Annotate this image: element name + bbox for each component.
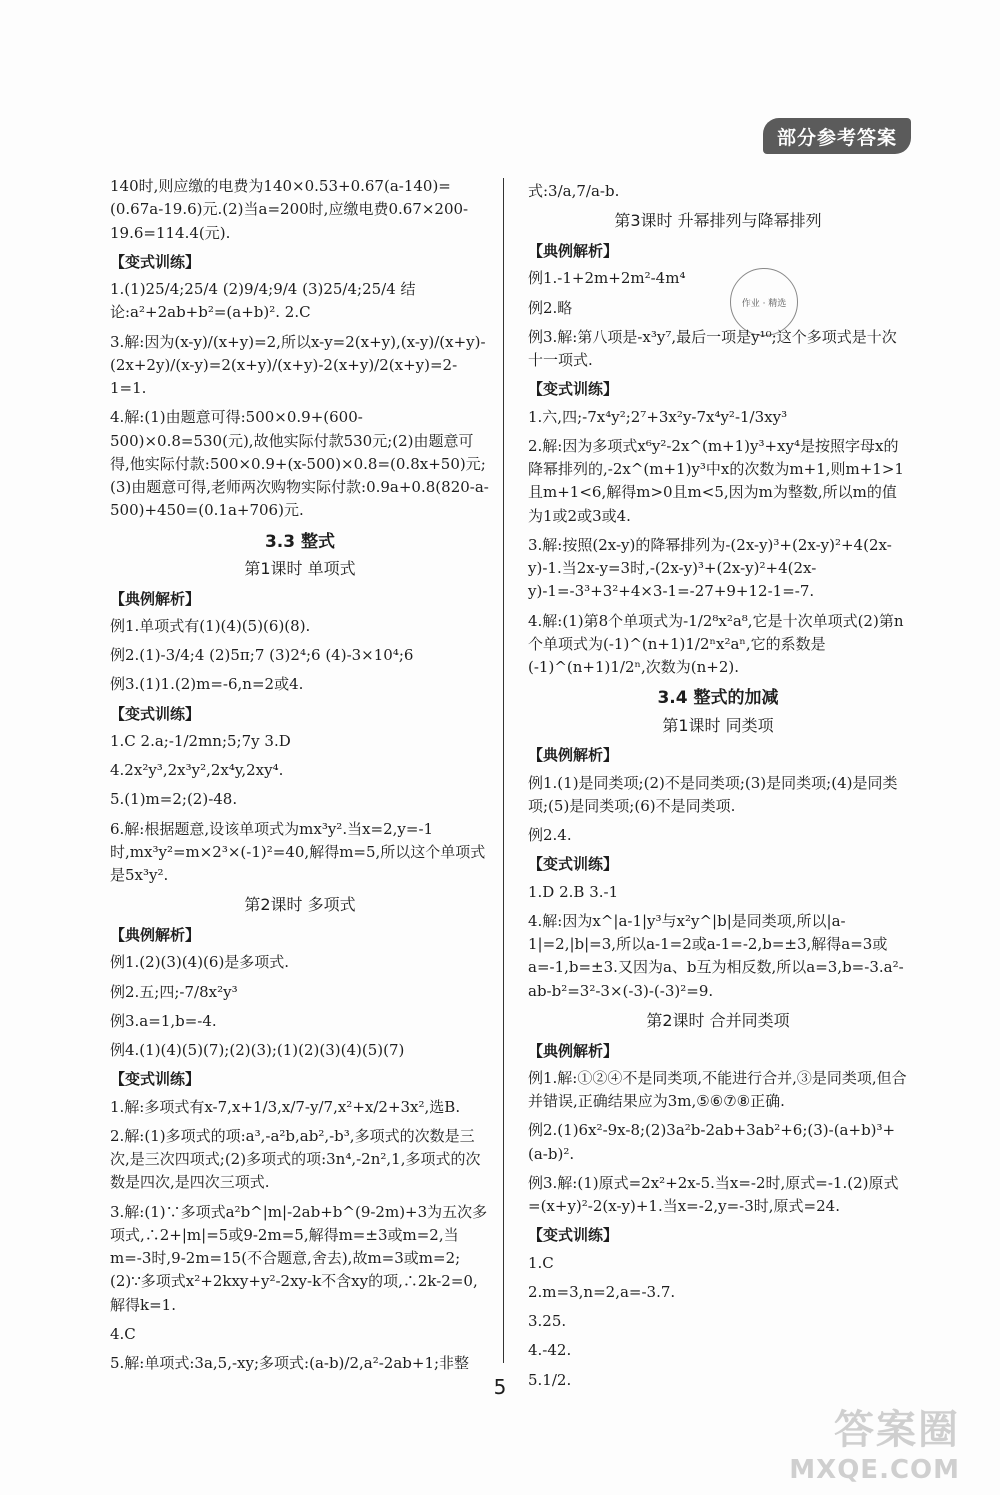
section-tag: 【典例解析】 [528, 1041, 619, 1060]
lesson-title: 第1课时 单项式 [244, 558, 356, 578]
lesson-title: 第2课时 多项式 [244, 895, 356, 915]
answer-item: 4.2x²y³,2x³y²,2x⁴y,2xy⁴. [110, 761, 284, 780]
answer-item: 例2.(1)6x²-9x-8;(2)3a²b-2ab+3ab²+6;(3)-(a+b)³+(a-b)². [528, 1121, 896, 1163]
lesson-title: 第2课时 合并同类项 [646, 1010, 790, 1030]
answer-item: 3.解:(1)∵多项式a²b^|m|-2ab+b^(9-2m)+3为五次多项式,∴2+|m|=5或9-2m=5,解得m=±3或m=2,当m=-3时,9-2m=15(不合题意,舍去),故m=3或m=2;(2)∵多项式x²+2kxy+y²-2xy-k不含xy的项,∴2k-2=0,解得k=1. [110, 1202, 488, 1314]
section-tag: 【典例解析】 [528, 242, 619, 261]
answer-item: 例3.解:(1)原式=2x²+2x-5.当x=-2时,原式=-1.(2)原式=(x+y)²-2(x-y)+1.当x=-2,y=-3时,原式=24. [528, 1173, 899, 1216]
answer-item: 6.解:根据题意,设该单项式为mx³y².当x=2,y=-1时,mx³y²=m×2³×(-1)²=40,解得m=5,所以这个单项式是5x³y². [110, 819, 486, 885]
answer-item: 5.(1)m=2;(2)-48. [110, 790, 238, 809]
section-tag: 【典例解析】 [528, 746, 619, 765]
answer-item: 1.C [528, 1253, 554, 1272]
section-tag: 【典例解析】 [110, 589, 201, 608]
answer-item: 4.解:因为x^|a-1|y³与x²y^|b|是同类项,所以|a-1|=2,|b|=3,所以a-1=2或a-1=-2,b=±3,解得a=3或a=-1,b=±3.又因为a、b互为相反数,所以a=3,b=-3.a²-ab-b²=3²-3×(-3)-(-3)²=9. [528, 911, 904, 1000]
paragraph: 式:3/a,7/a-b. [528, 182, 620, 200]
watermark-logo-text: 答案圈 [834, 1407, 960, 1453]
section-title: 3.3 整式 [264, 531, 336, 552]
answer-item: 2.解:(1)多项式的项:a³,-a²b,ab²,-b³,多项式的次数是三次,是三次四项式;(2)多项式的项:3n⁴,-2n²,1,多项式的次数是四次,是四次三项式. [110, 1126, 481, 1192]
stamp-seal: 作业 · 精选 [730, 268, 798, 336]
answer-item: 1.C 2.a;-1/2mn;5;7y 3.D [110, 731, 291, 750]
answer-item: 例1.单项式有(1)(4)(5)(6)(8). [110, 616, 311, 635]
section-tag: 【变式训练】 [528, 380, 619, 399]
answer-item: 例1.解:①②④不是同类项,不能进行合并,③是同类项,但合并错误,正确结果应为3m,⑤⑥⑦⑧正确. [528, 1068, 907, 1111]
left-column [110, 175, 490, 1381]
answer-item: 4.C [110, 1324, 136, 1343]
lesson-title: 第3课时 升幂排列与降幂排列 [614, 211, 822, 231]
answer-item: 4.解:(1)由题意可得:500×0.9+(600-500)×0.8=530(元),故他实际付款530元;(2)由题意可得,他实际付款:500×0.9+(x-500)×0.8=(0.8x+50)元;(3)由题意可得,老师两次购物实际付款:0.9a+0.8(820-a-500)+450=(0.1a+706)元. [110, 408, 489, 520]
answer-item: 例2.略 [528, 298, 573, 317]
answer-item: 1.解:多项式有x-7,x+1/3,x/7-y/7,x²+x/2+3x²,选B. [110, 1097, 461, 1116]
answer-item: 例2.五;四;-7/8x²y³ [110, 982, 238, 1001]
section-tag: 【变式训练】 [528, 1226, 619, 1245]
answer-item: 3.解:按照(2x-y)的降幂排列为-(2x-y)³+(2x-y)²+4(2x-y)-1.当2x-y=3时,-(2x-y)³+(2x-y)²+4(2x-y)-1=-3³+3²+4×3-1=-27+9+12-1=-7. [528, 535, 892, 601]
section-tag: 【变式训练】 [110, 704, 201, 723]
lesson-title: 第1课时 同类项 [662, 715, 774, 735]
answer-item: 5.1/2. [528, 1370, 572, 1389]
answer-item: 例1.(2)(3)(4)(6)是多项式. [110, 953, 290, 972]
answer-item: 4.-42. [528, 1341, 572, 1360]
page-number: 5 [493, 1375, 507, 1399]
watermark [789, 1398, 960, 1485]
answer-item: 2.解:因为多项式x⁶y²-2x^(m+1)y³+xy⁴是按照字母x的降幂排列的,-2x^(m+1)y³中x的次数为m+1,则m+1>1且m+1<6,解得m>0且m<5,因为m为整数,所以m的值为1或2或3或4. [528, 436, 904, 525]
answer-item: 例3.a=1,b=-4. [110, 1011, 217, 1030]
answer-item: 例2.4. [528, 826, 572, 845]
answer-item: 1.D 2.B 3.-1 [528, 882, 619, 901]
answer-item: 例3.解:第八项是-x³y⁷,最后一项是y¹⁰;这个多项式是十次十一项式. [528, 327, 897, 370]
section-tag: 【变式训练】 [528, 855, 619, 874]
answer-item: 例1.-1+2m+2m²-4m⁴ [528, 269, 686, 288]
answer-item: 例4.(1)(4)(5)(7);(2)(3);(1)(2)(3)(4)(5)(7) [110, 1041, 405, 1060]
answer-item: 3.25. [528, 1312, 567, 1331]
answer-item: 例2.(1)-3/4;4 (2)5π;7 (3)2⁴;6 (4)-3×10⁴;6 [110, 646, 414, 665]
right-column [528, 180, 908, 1398]
answer-item: 5.解:单项式:3a,5,-xy;多项式:(a-b)/2,a²-2ab+1;非整 [110, 1354, 470, 1373]
paragraph: 140时,则应缴的电费为140×0.53+0.67(a-140)=(0.67a-19.6)元.(2)当a=200时,应缴电费0.67×200-19.6=114.4(元). [110, 177, 469, 242]
answer-item: 1.(1)25/4;25/4 (2)9/4;9/4 (3)25/4;25/4 结论:a²+2ab+b²=(a+b)². 2.C [110, 280, 416, 322]
answer-item: 3.解:因为(x-y)/(x+y)=2,所以x-y=2(x+y),(x-y)/(x+y)-(2x+2y)/(x-y)=2(x+y)/(x+y)-2(x+y)/2(x+y)=2-1=1. [110, 332, 486, 397]
section-title: 3.4 整式的加减 [657, 688, 779, 709]
column-divider [503, 178, 504, 1363]
answer-item: 2.m=3,n=2,a=-3.7. [528, 1282, 676, 1301]
answer-item: 1.六,四;-7x⁴y²;2⁷+3x²y-7x⁴y²-1/3xy³ [528, 407, 788, 426]
answer-item: 例1.(1)是同类项;(2)不是同类项;(3)是同类项;(4)是同类项;(5)是同类项;(6)不是同类项. [528, 773, 898, 815]
section-tag: 【典例解析】 [110, 926, 201, 945]
section-tag: 【变式训练】 [110, 252, 201, 271]
answer-item: 例3.(1)1.(2)m=-6,n=2或4. [110, 675, 304, 694]
watermark-url: MXQE.COM [789, 1455, 960, 1485]
answer-item: 4.解:(1)第8个单项式为-1/2⁸x²a⁸,它是十次单项式(2)第n个单项式为(-1)^(n+1)1/2ⁿx²aⁿ,它的系数是(-1)^(n+1)1/2ⁿ,次数为(n+2). [528, 611, 904, 677]
header-tab: 部分参考答案 [763, 118, 911, 154]
section-tag: 【变式训练】 [110, 1070, 201, 1089]
